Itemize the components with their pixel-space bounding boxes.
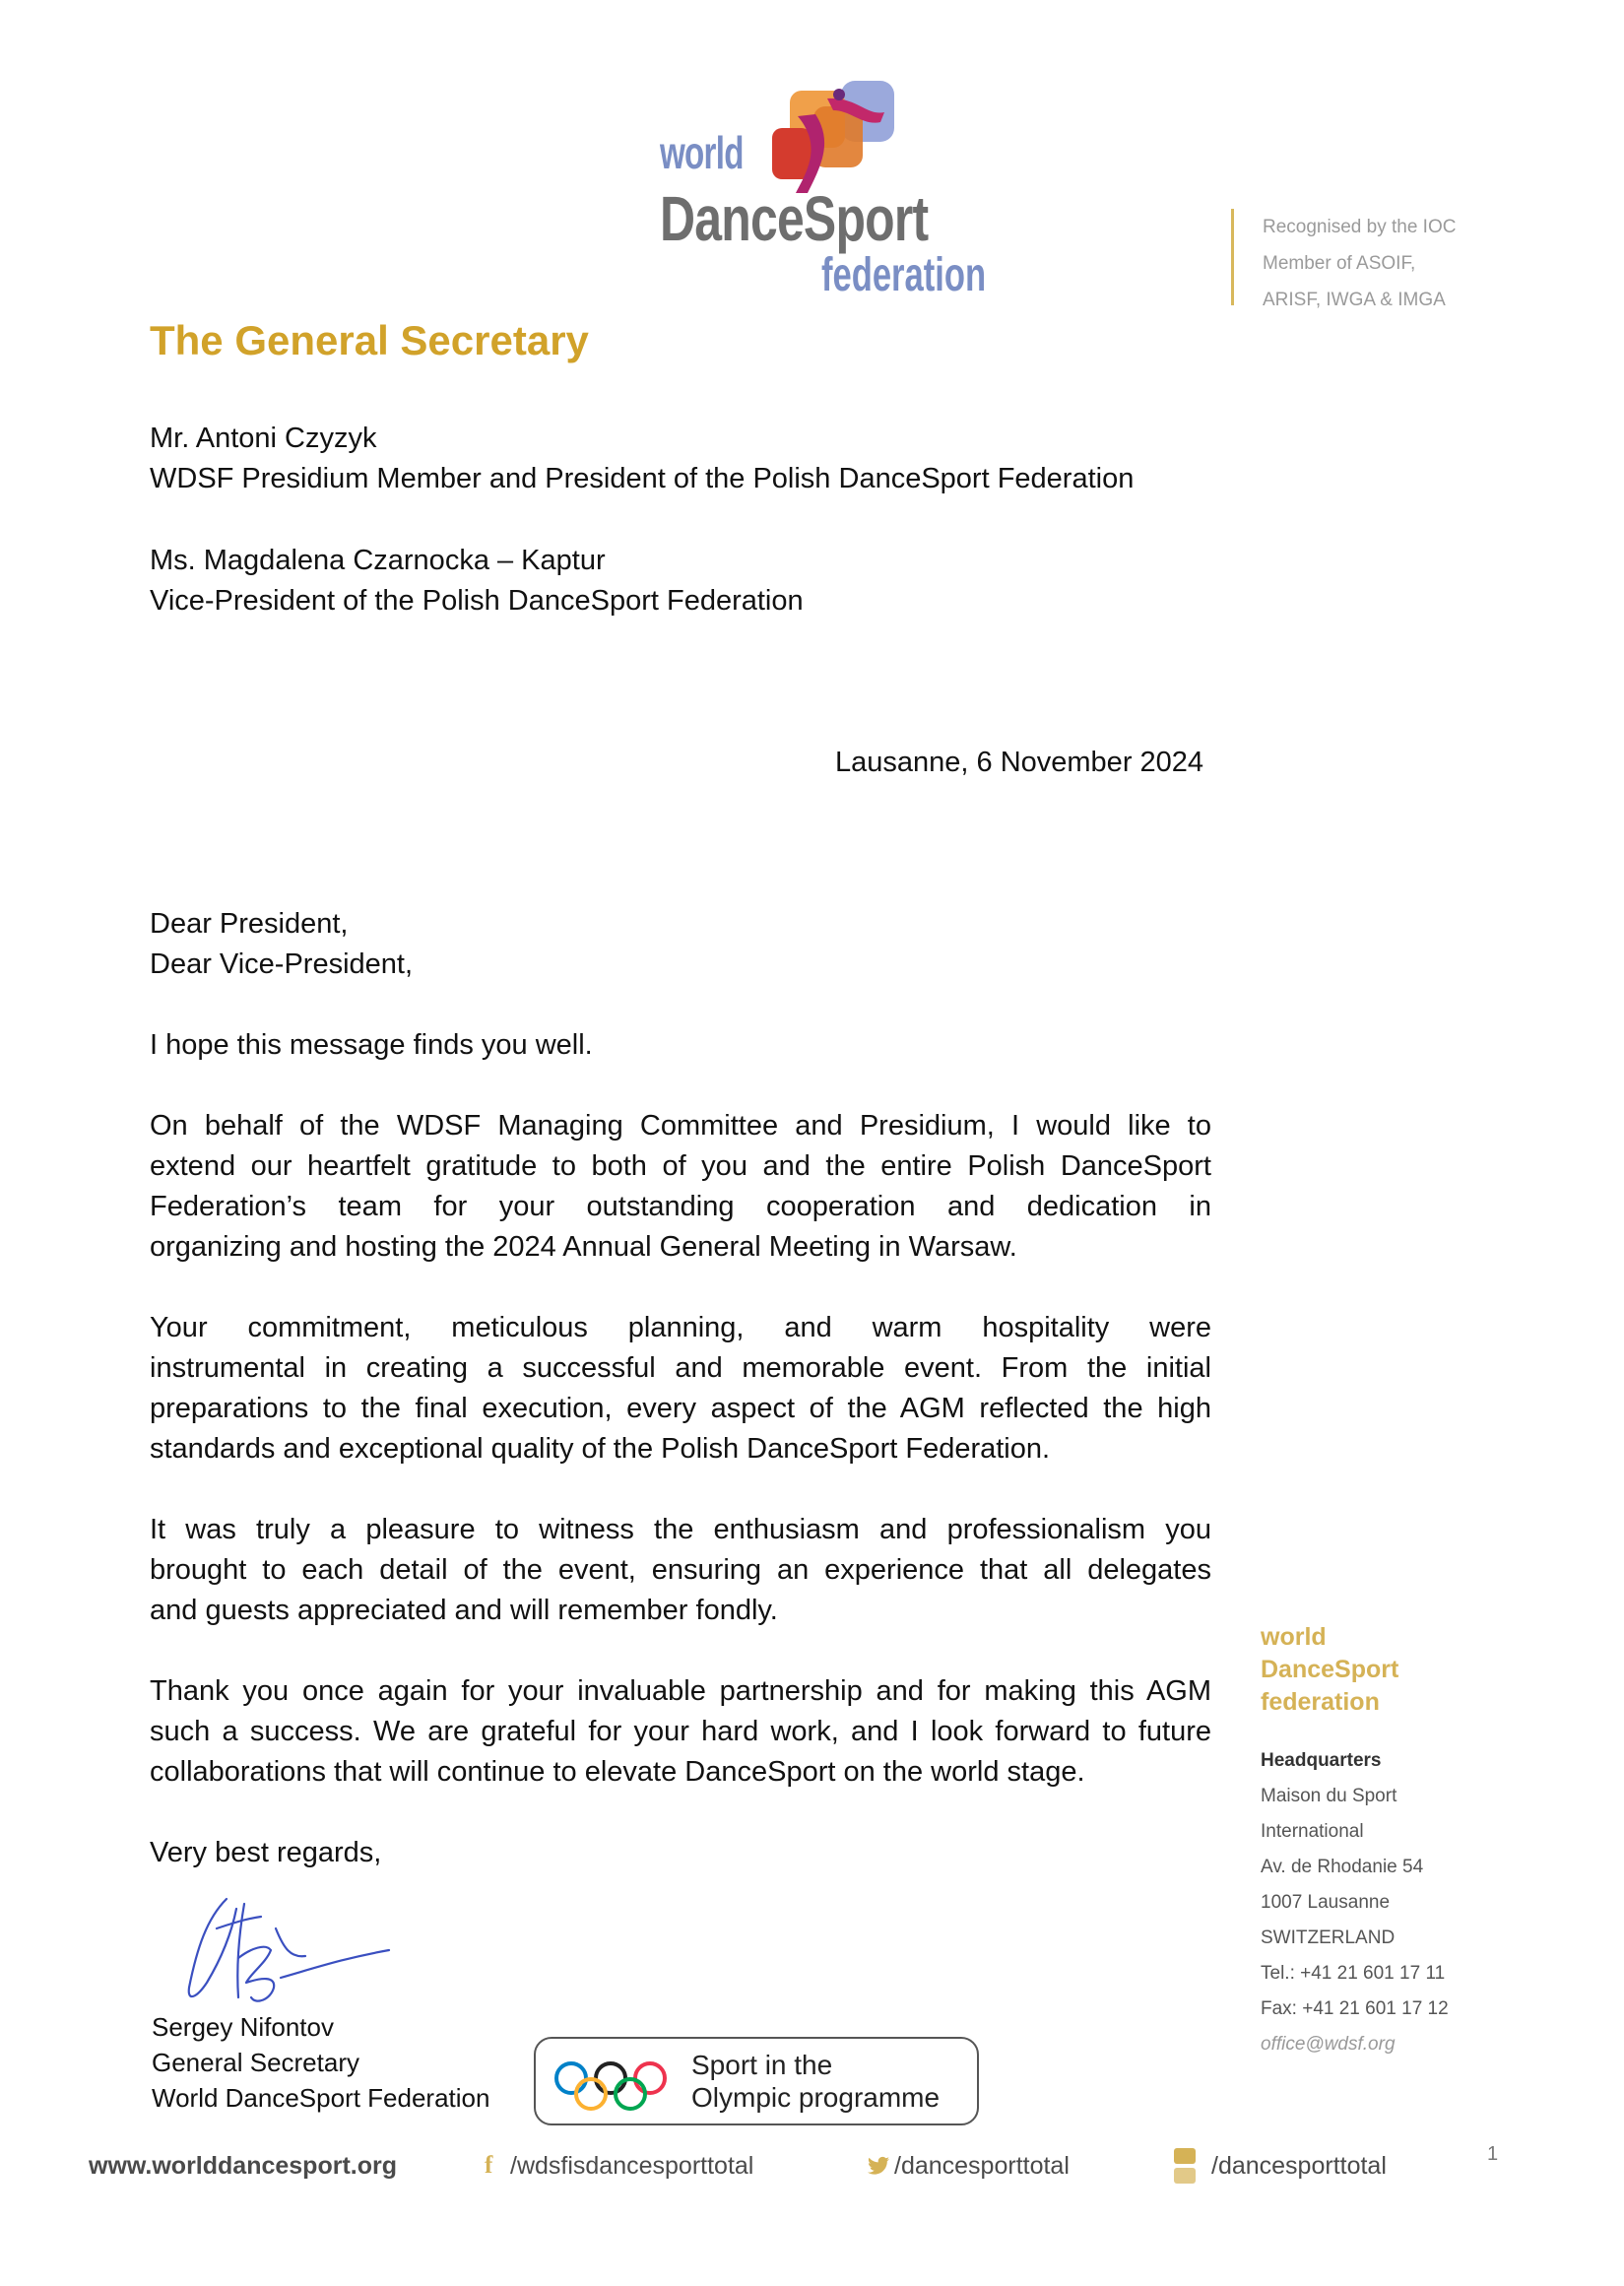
hq-address-line: 1007 Lausanne xyxy=(1261,1892,1391,1913)
salutation-line: Dear President, xyxy=(150,908,349,940)
footer-facebook-link[interactable]: /wdsfisdancesporttotal xyxy=(510,2152,754,2180)
hq-title: Headquarters xyxy=(1261,1750,1382,1771)
paragraph-line: collaborations that will continue to elevate DanceSport on the world stage. xyxy=(150,1756,1085,1788)
recognition-line: Recognised by the IOC xyxy=(1263,217,1457,237)
hq-tel: Tel.: +41 21 601 17 11 xyxy=(1261,1963,1446,1984)
paragraph-line: Federation’s team for your outstanding cooperation and dedication in xyxy=(150,1191,1211,1222)
footer-youtube-link[interactable]: /dancesporttotal xyxy=(1211,2152,1387,2180)
logo-dancers-art xyxy=(768,77,906,195)
salutation xyxy=(150,904,413,985)
body-paragraph-1 xyxy=(150,1106,1211,1268)
signatory-name: Sergey Nifontov xyxy=(152,2012,334,2042)
paragraph-line: preparations to the final execution, every aspect of the AGM reflected the high xyxy=(150,1393,1211,1424)
recognition-block xyxy=(1263,209,1456,318)
body-paragraph-4 xyxy=(150,1671,1211,1793)
paragraph-line: standards and exceptional quality of the Polish DanceSport Federation. xyxy=(150,1433,1051,1465)
recipient-role: WDSF Presidium Member and President of the Polish DanceSport Federation xyxy=(150,463,1135,494)
signatory-org: World DanceSport Federation xyxy=(152,2083,490,2113)
body-paragraph-2 xyxy=(150,1308,1211,1470)
twitter-icon xyxy=(867,2156,890,2176)
footer-website-link[interactable]: www.worlddancesport.org xyxy=(89,2152,397,2180)
olympic-rings-icon xyxy=(553,2060,672,2114)
recognition-line: Member of ASOIF, xyxy=(1263,253,1416,274)
olympic-text-line: Sport in the xyxy=(691,2050,833,2080)
hq-email-link[interactable]: office@wdsf.org xyxy=(1261,2034,1396,2055)
recipient-1 xyxy=(150,419,1134,499)
page-number: 1 xyxy=(1487,2143,1499,2165)
body-paragraph-3 xyxy=(150,1510,1211,1631)
footer xyxy=(89,2152,1428,2191)
paragraph-line: brought to each detail of the event, ensuring an experience that all delegates xyxy=(150,1554,1211,1586)
paragraph-line: extend our heartfelt gratitude to both of you and the entire Polish DanceSport xyxy=(150,1150,1211,1182)
paragraph-line: instrumental in creating a successful and memorable event. From the initial xyxy=(150,1352,1211,1384)
closing: Very best regards, xyxy=(150,1837,382,1868)
paragraph-line: On behalf of the WDSF Managing Committee and Presidium, I would like to xyxy=(150,1110,1211,1142)
hq-address-line: SWITZERLAND xyxy=(1261,1927,1396,1948)
paragraph-line: such a success. We are grateful for your hard work, and I look forward to future xyxy=(150,1716,1211,1747)
hq-address-line: Maison du Sport xyxy=(1261,1786,1397,1806)
sidebar-logo-line: federation xyxy=(1261,1688,1380,1716)
olympic-text xyxy=(691,2049,940,2114)
hq-address-line: Av. de Rhodanie 54 xyxy=(1261,1857,1424,1877)
paragraph-line: Thank you once again for your invaluable partnership and for making this AGM xyxy=(150,1675,1211,1707)
paragraph-line: and guests appreciated and will remember fondly. xyxy=(150,1595,778,1626)
facebook-icon: f xyxy=(485,2152,493,2179)
logo-text-world: world xyxy=(660,127,744,178)
logo-text-dancesport: DanceSport xyxy=(660,183,929,254)
olympic-badge xyxy=(534,2037,979,2125)
recipient-name: Ms. Magdalena Czarnocka – Kaptur xyxy=(150,545,606,576)
recipient-role: Vice-President of the Polish DanceSport Federation xyxy=(150,585,804,617)
headquarters-block xyxy=(1261,1743,1449,2062)
youtube-icon xyxy=(1172,2146,1202,2186)
hq-fax: Fax: +41 21 601 17 12 xyxy=(1261,1998,1449,2019)
paragraph-line: Your commitment, meticulous planning, and warm hospitality were xyxy=(150,1312,1211,1343)
recipient-2 xyxy=(150,541,804,621)
sidebar-logo-line: DanceSport xyxy=(1261,1656,1399,1683)
opening-line: I hope this message finds you well. xyxy=(150,1029,593,1061)
sidebar-logo-line: world xyxy=(1261,1623,1327,1651)
recognition-line: ARISF, IWGA & IMGA xyxy=(1263,290,1446,310)
signatory-title: General Secretary xyxy=(152,2048,359,2077)
footer-twitter-link[interactable]: /dancesporttotal xyxy=(894,2152,1070,2180)
letter-title: The General Secretary xyxy=(150,317,589,363)
logo-text-federation: federation xyxy=(821,249,987,301)
paragraph-line: It was truly a pleasure to witness the enthusiasm and professionalism you xyxy=(150,1514,1211,1545)
recipient-name: Mr. Antoni Czyzyk xyxy=(150,423,377,454)
paragraph-line: organizing and hosting the 2024 Annual General Meeting in Warsaw. xyxy=(150,1231,1017,1263)
sidebar-logo xyxy=(1261,1621,1398,1719)
salutation-line: Dear Vice-President, xyxy=(150,948,414,980)
signatory-block xyxy=(152,2009,489,2116)
recognition-divider xyxy=(1231,209,1234,305)
olympic-text-line: Olympic programme xyxy=(691,2082,941,2113)
handwritten-signature xyxy=(167,1889,394,2017)
letter-date: Lausanne, 6 November 2024 xyxy=(835,747,1204,778)
hq-address-line: International xyxy=(1261,1821,1364,1842)
